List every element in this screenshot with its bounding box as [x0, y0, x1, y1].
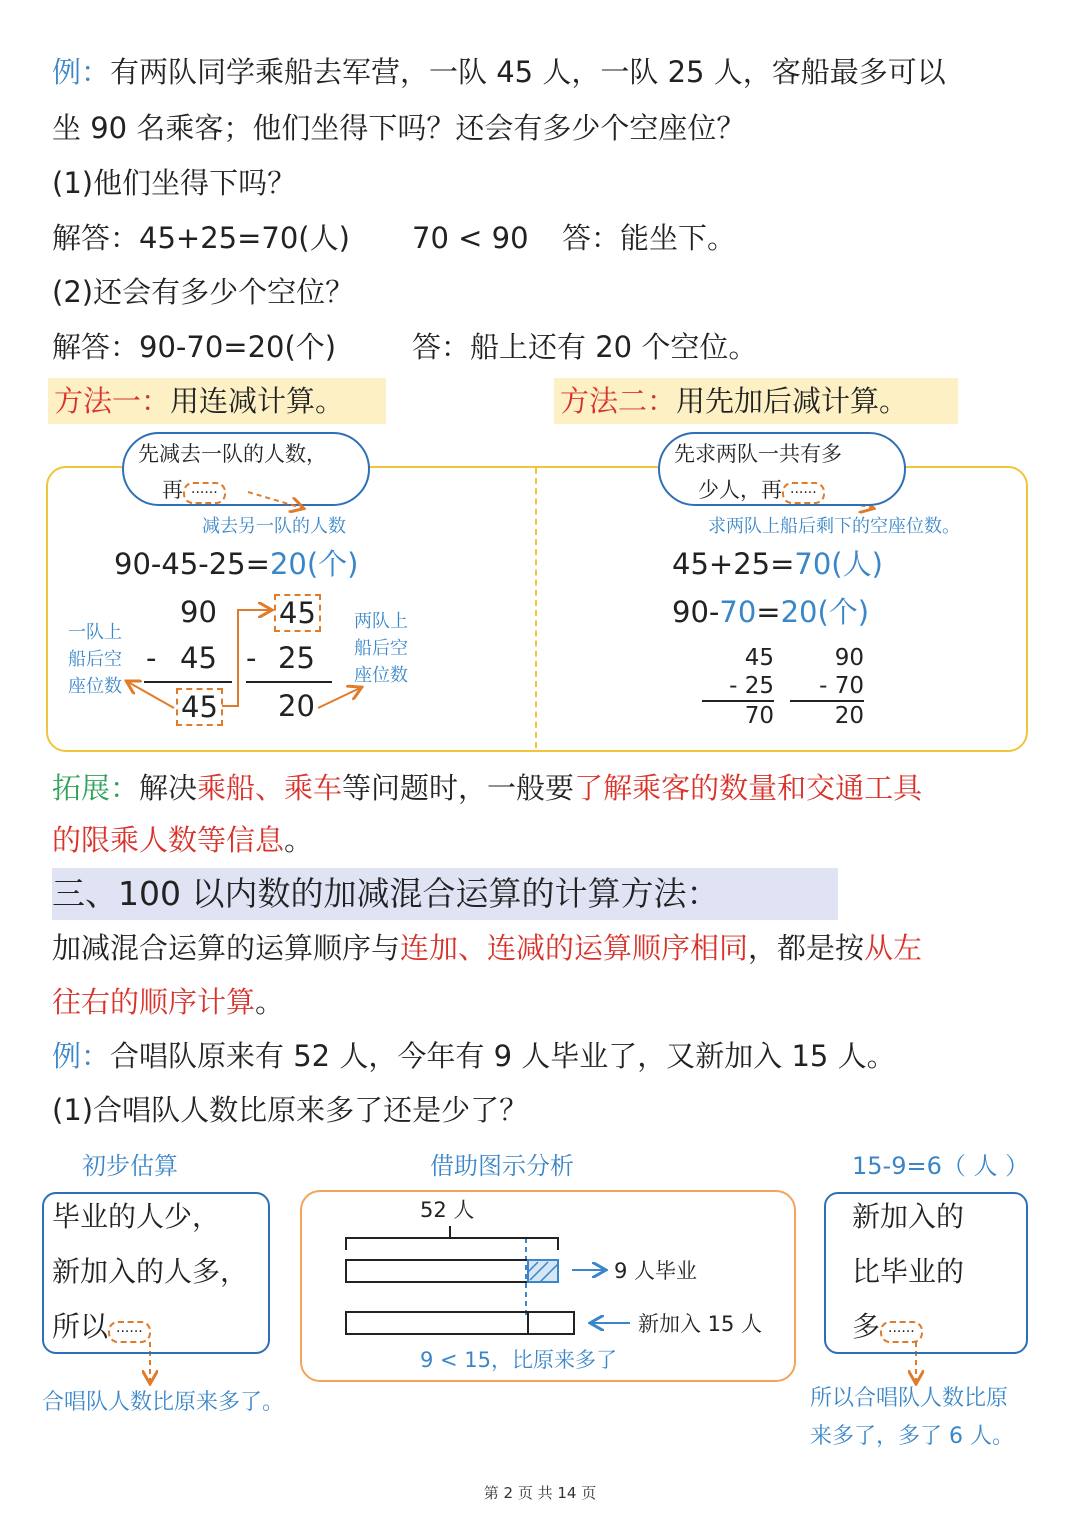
bar-total-label: 52 人: [420, 1198, 475, 1222]
panel3-line2: 比毕业的: [852, 1255, 965, 1288]
panel1-line2: 新加入的人多，: [52, 1255, 249, 1288]
answer2-equation: 解答：90-70=20(个): [52, 330, 337, 364]
method2-equation2: 90-70=20(个): [672, 595, 870, 629]
question2: (2)还会有多少个空位？: [52, 275, 355, 309]
method1-header: 方法一：用连减计算。: [48, 378, 386, 424]
method1-left-note-3: 座位数: [68, 676, 122, 697]
method1-left-note-1: 一队上: [68, 622, 122, 643]
method1-hint: 减去另一队的人数: [202, 516, 346, 537]
calc3-top: 45: [744, 645, 774, 671]
bar-joined-label: 新加入 15 人: [638, 1312, 763, 1336]
panel3-line1: 新加入的: [852, 1200, 965, 1233]
calc2-result: 20: [278, 689, 315, 723]
method1-right-note-3: 座位数: [354, 665, 408, 686]
panel1-title: 初步估算: [82, 1152, 178, 1180]
section3-rule-line1: 加减混合运算的运算顺序与连加、连减的运算顺序相同，都是按从左: [52, 931, 923, 965]
calc4-top: 90: [834, 645, 864, 671]
example1-line2: 坐 90 名乘客；他们坐得下吗？还会有多少个空座位？: [52, 111, 746, 145]
answer1-compare: 70 < 90: [412, 221, 529, 255]
calc4-sub: - 70: [819, 673, 864, 699]
calc2-top: 45: [274, 594, 321, 632]
answer1-equation: 解答：45+25=70(人): [52, 221, 350, 255]
method1-bubble-line2: 再 ······: [162, 476, 226, 504]
panel3-line3: 多 ······: [852, 1300, 923, 1354]
section3-rule-line2: 往右的顺序计算。: [52, 985, 285, 1019]
extend-line2: 的限乘人数等信息。: [52, 823, 314, 857]
calc1-sub: 45: [180, 641, 217, 675]
panel3-conclusion-1: 所以合唱队人数比原: [810, 1386, 1009, 1411]
calc2-sub: 25: [278, 641, 315, 675]
method2-hint: 求两队上船后剩下的空座位数。: [708, 516, 960, 537]
method1-left-note-2: 船后空: [68, 649, 122, 670]
panel1-line1: 毕业的人少，: [52, 1200, 221, 1233]
calc1-result: 45: [176, 688, 223, 726]
method1-right-note-1: 两队上: [354, 611, 408, 632]
example2-line: 例：合唱队原来有 52 人，今年有 9 人毕业了，又新加入 15 人。: [52, 1039, 896, 1073]
method1-right-note-2: 船后空: [354, 638, 408, 659]
panel3-title: 15-9=6（ 人 ）: [852, 1152, 1030, 1180]
question1: (1)他们坐得下吗？: [52, 166, 297, 200]
panel2-conclusion: 9 < 15，比原来多了: [420, 1348, 618, 1372]
bar-graduated-label: 9 人毕业: [614, 1259, 698, 1283]
method1-equation: 90-45-25=20(个): [114, 547, 359, 581]
calc4-result: 20: [834, 703, 864, 729]
extend-line1: 拓展：解决乘船、乘车等问题时，一般要了解乘客的数量和交通工具: [52, 771, 923, 805]
answer2-text: 答：船上还有 20 个空位。: [412, 330, 758, 364]
example2-question: (1)合唱队人数比原来多了还是少了？: [52, 1093, 529, 1127]
calc1-top: 90: [180, 595, 217, 629]
panel1-conclusion: 合唱队人数比原来多了。: [42, 1390, 285, 1415]
calc3-sub: - 25: [729, 673, 774, 699]
calc1-minus: -: [146, 641, 157, 675]
page-footer: 第 2 页 共 14 页: [483, 1484, 597, 1502]
method2-header: 方法二：用先加后减计算。: [554, 378, 958, 424]
example-label: 例：: [52, 55, 111, 89]
answer1-text: 答：能坐下。: [562, 221, 737, 255]
method2-equation1: 45+25=70(人): [672, 547, 883, 581]
method2-bubble-line2: 少人，再 ······: [698, 476, 825, 504]
method2-bubble-line1: 先求两队一共有多: [674, 442, 842, 466]
panel2-title: 借助图示分析: [430, 1152, 574, 1180]
calc3-result: 70: [744, 703, 774, 729]
panel1-line3: 所以 ······: [52, 1300, 151, 1354]
panel3-conclusion-2: 来多了，多了 6 人。: [810, 1424, 1014, 1449]
example1-line1: 例：有两队同学乘船去军营，一队 45 人，一队 25 人，客船最多可以: [52, 55, 946, 89]
method1-bubble-line1: 先减去一队的人数，: [138, 442, 327, 466]
section3-title: 三、100 以内数的加减混合运算的计算方法：: [52, 868, 838, 920]
calc2-minus: -: [246, 641, 257, 675]
